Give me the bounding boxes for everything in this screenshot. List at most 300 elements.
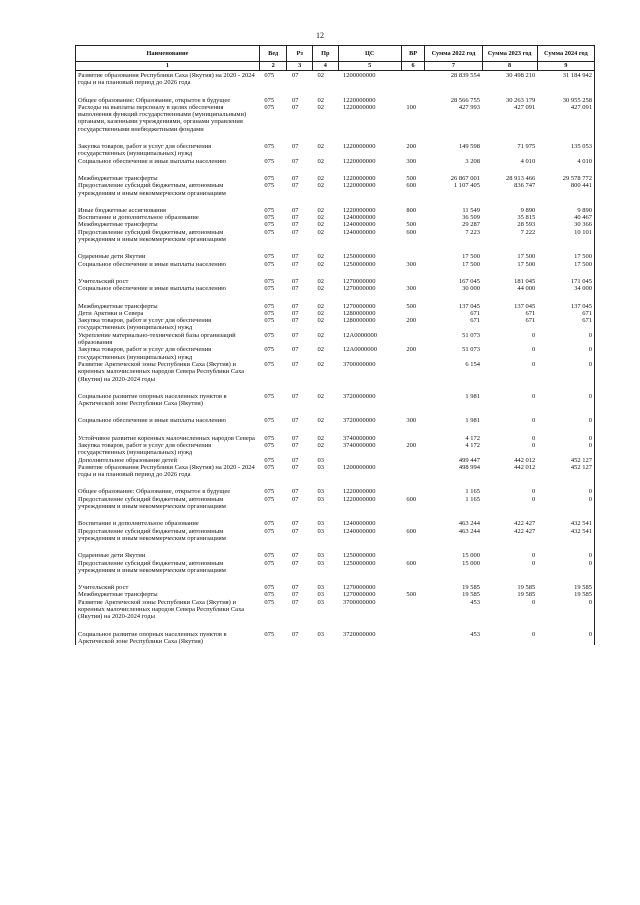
column-number: 9 bbox=[537, 62, 594, 71]
row-sum-2023: 442 012 bbox=[514, 463, 536, 471]
row-rz: 07 bbox=[291, 591, 299, 599]
row-cs: 3720000000 bbox=[343, 392, 376, 400]
row-pr: 03 bbox=[317, 559, 324, 567]
row-name: Развитие Арктической зоны Республики Саха (Якутия) и коренных малочисленных народов Севера Республики Саха (Якутия) на 2020-2024 годы bbox=[76, 361, 260, 383]
row-sum-2023: 17 500 bbox=[517, 253, 536, 261]
row-ved: 075 bbox=[264, 630, 275, 638]
row-sum-2022: 4 172 bbox=[465, 441, 481, 449]
row-cs: 1240000000 bbox=[343, 221, 376, 229]
row-sum-2024: 452 127 bbox=[537, 464, 594, 479]
row-cs: 12А0000000 bbox=[343, 346, 377, 354]
row-pr: 02 bbox=[317, 182, 324, 190]
row-sum-2022: 17 500 bbox=[462, 253, 481, 261]
row-pr: 02 bbox=[317, 157, 324, 165]
row-sum-2022: 453 bbox=[470, 598, 481, 606]
row-ved: 075 bbox=[264, 182, 275, 190]
row-rz: 07 bbox=[291, 285, 299, 293]
table-row bbox=[76, 457, 595, 464]
row-sum-2023: 0 bbox=[531, 392, 536, 400]
row-ved: 075 bbox=[264, 277, 275, 285]
row-sum-2023: 0 bbox=[531, 441, 536, 449]
column-number: 2 bbox=[259, 62, 287, 71]
row-ved: 075 bbox=[264, 552, 275, 560]
row-vr bbox=[401, 510, 424, 527]
row-sum-2023: 4 010 bbox=[520, 157, 536, 165]
row-cs: 1220000000 bbox=[343, 206, 376, 214]
row-name: Социальное обеспечение и иные выплаты населению bbox=[76, 285, 260, 292]
row-vr: 300 bbox=[406, 417, 417, 425]
row-sum-2022: 1 165 bbox=[465, 495, 481, 503]
row-sum-2024: 0 bbox=[537, 542, 594, 559]
row-vr bbox=[401, 542, 424, 559]
row-pr: 02 bbox=[317, 346, 324, 354]
table-row bbox=[76, 158, 595, 165]
row-name: Социальное развитие опорных населенных пунктов в Арктической зоне Республики Саха (Якутия) bbox=[76, 383, 260, 408]
row-pr: 02 bbox=[317, 417, 324, 425]
row-name: Социальное обеспечение и иные выплаты населению bbox=[76, 261, 260, 268]
row-rz: 07 bbox=[291, 527, 299, 535]
row-pr: 02 bbox=[317, 174, 324, 182]
row-rz: 07 bbox=[291, 584, 299, 592]
row-sum-2024: 30 955 258 bbox=[537, 87, 594, 104]
row-sum-2022: 7 223 bbox=[465, 228, 481, 236]
row-cs: 1270000000 bbox=[343, 277, 376, 285]
row-name: Предоставление субсидий бюджетным, автономным учреждениям и иным некоммерческим организациям bbox=[76, 528, 260, 543]
row-vr: 300 bbox=[406, 285, 417, 293]
row-ved: 075 bbox=[264, 285, 275, 293]
table-row bbox=[76, 293, 595, 310]
row-sum-2022: 15 000 bbox=[462, 559, 481, 567]
row-pr: 02 bbox=[317, 221, 324, 229]
row-ved: 075 bbox=[264, 584, 275, 592]
row-sum-2023: 7 222 bbox=[520, 228, 536, 236]
column-number: 1 bbox=[76, 62, 260, 71]
row-sum-2023: 19 585 bbox=[517, 591, 536, 599]
row-sum-2022: 29 287 bbox=[462, 221, 481, 229]
row-cs: 1250000000 bbox=[343, 559, 376, 567]
row-cs: 1220000000 bbox=[343, 157, 376, 165]
row-ved: 075 bbox=[264, 302, 275, 310]
row-ved: 075 bbox=[264, 214, 275, 222]
row-rz: 07 bbox=[291, 214, 299, 222]
row-name: Общее образование: Образование, открытое в будущее bbox=[76, 478, 260, 495]
row-vr: 800 bbox=[406, 206, 417, 214]
row-cs: 1270000000 bbox=[343, 285, 376, 293]
row-sum-2023: 422 427 bbox=[514, 520, 536, 528]
row-rz: 07 bbox=[291, 360, 299, 368]
row-ved: 075 bbox=[264, 456, 275, 464]
row-rz: 07 bbox=[291, 143, 299, 151]
table-row bbox=[76, 317, 595, 332]
row-sum-2024: 0 bbox=[537, 496, 594, 511]
row-name: Расходы на выплаты персоналу в целях обеспечения выполнения функций государственными (муниципальными) органами, казенными учреждениями, органами управления государственными внебюджетными фондами bbox=[76, 104, 260, 133]
row-ved: 075 bbox=[264, 392, 275, 400]
row-rz: 07 bbox=[291, 206, 299, 214]
row-ved: 075 bbox=[264, 221, 275, 229]
row-rz: 07 bbox=[291, 441, 299, 449]
row-sum-2024: 40 467 bbox=[537, 214, 594, 221]
row-ved: 075 bbox=[264, 157, 275, 165]
row-sum-2022: 15 000 bbox=[462, 552, 481, 560]
row-sum-2022: 498 994 bbox=[458, 463, 481, 471]
row-sum-2024: 29 578 772 bbox=[537, 165, 594, 182]
row-pr: 03 bbox=[317, 463, 324, 471]
row-pr: 02 bbox=[317, 206, 324, 214]
row-sum-2023: 0 bbox=[531, 346, 536, 354]
row-pr: 03 bbox=[317, 527, 324, 535]
row-vr bbox=[401, 243, 424, 260]
row-vr bbox=[401, 71, 424, 87]
row-pr: 02 bbox=[317, 331, 324, 339]
row-sum-2023: 0 bbox=[531, 417, 536, 425]
table-row bbox=[76, 310, 595, 317]
table-row bbox=[76, 496, 595, 511]
column-header-cs: ЦС bbox=[338, 46, 401, 62]
row-sum-2023: 442 012 bbox=[514, 456, 536, 464]
table-row bbox=[76, 197, 595, 214]
row-ved: 075 bbox=[264, 103, 275, 111]
row-sum-2024: 17 500 bbox=[537, 261, 594, 268]
row-vr bbox=[401, 574, 424, 591]
row-ved: 075 bbox=[264, 331, 275, 339]
table-row bbox=[76, 182, 595, 197]
row-rz: 07 bbox=[291, 434, 299, 442]
row-sum-2022: 26 867 001 bbox=[450, 174, 481, 182]
row-cs: 1240000000 bbox=[343, 214, 376, 222]
row-vr: 200 bbox=[406, 441, 417, 449]
column-header-ved: Вед bbox=[259, 46, 287, 62]
row-sum-2022: 499 447 bbox=[458, 456, 481, 464]
row-cs: 1200000000 bbox=[343, 463, 376, 471]
row-sum-2022: 11 549 bbox=[462, 206, 481, 214]
row-cs: 3720000000 bbox=[343, 417, 376, 425]
row-sum-2023: 0 bbox=[531, 559, 536, 567]
row-vr bbox=[401, 621, 424, 646]
row-cs: 1220000000 bbox=[343, 488, 376, 496]
table-row bbox=[76, 133, 595, 158]
row-name: Воспитание и дополнительное образование bbox=[76, 214, 260, 221]
row-cs: 1220000000 bbox=[343, 174, 376, 182]
row-ved: 075 bbox=[264, 143, 275, 151]
row-ved: 075 bbox=[264, 463, 275, 471]
table-row bbox=[76, 560, 595, 575]
row-sum-2023: 0 bbox=[531, 434, 536, 442]
row-vr bbox=[401, 457, 424, 464]
row-ved: 075 bbox=[264, 591, 275, 599]
row-rz: 07 bbox=[291, 309, 299, 317]
row-sum-2024: 137 045 bbox=[537, 293, 594, 310]
row-ved: 075 bbox=[264, 253, 275, 261]
row-sum-2022: 671 bbox=[470, 317, 481, 325]
row-sum-2022: 19 585 bbox=[462, 591, 481, 599]
page-number: 12 bbox=[316, 31, 324, 40]
table-row bbox=[76, 229, 595, 244]
row-cs: 1240000000 bbox=[343, 228, 376, 236]
row-name: Учительский рост bbox=[76, 574, 260, 591]
budget-table bbox=[75, 45, 595, 645]
row-sum-2022: 30 000 bbox=[462, 285, 481, 293]
row-vr bbox=[401, 214, 424, 221]
column-number: 8 bbox=[482, 62, 537, 71]
row-sum-2022: 51 073 bbox=[462, 346, 481, 354]
row-sum-2023: 30 498 210 bbox=[505, 72, 536, 79]
row-pr: 02 bbox=[317, 392, 324, 400]
row-vr: 300 bbox=[406, 260, 417, 268]
table-row bbox=[76, 528, 595, 543]
row-ved: 075 bbox=[264, 417, 275, 425]
table-row bbox=[76, 332, 595, 347]
row-sum-2024: 0 bbox=[537, 407, 594, 424]
row-rz: 07 bbox=[291, 302, 299, 310]
row-sum-2024: 432 541 bbox=[537, 510, 594, 527]
row-ved: 075 bbox=[264, 309, 275, 317]
table-row bbox=[76, 621, 595, 646]
row-sum-2024: 9 890 bbox=[537, 197, 594, 214]
table-row bbox=[76, 71, 595, 87]
row-pr: 03 bbox=[317, 591, 324, 599]
row-sum-2023: 28 593 bbox=[517, 221, 536, 229]
row-pr: 02 bbox=[317, 317, 324, 325]
row-cs: 1270000000 bbox=[343, 302, 376, 310]
row-name: Межбюджетные трансферты bbox=[76, 165, 260, 182]
row-rz: 07 bbox=[291, 317, 299, 325]
row-sum-2022: 19 585 bbox=[462, 584, 481, 592]
row-name: Предоставление субсидий бюджетным, автономным учреждениям и иным некоммерческим организациям bbox=[76, 560, 260, 575]
row-sum-2024: 135 053 bbox=[537, 133, 594, 158]
row-sum-2023: 671 bbox=[525, 309, 536, 317]
row-pr: 02 bbox=[317, 214, 324, 222]
row-sum-2024: 0 bbox=[537, 560, 594, 575]
row-ved: 075 bbox=[264, 228, 275, 236]
row-vr: 600 bbox=[406, 559, 417, 567]
row-rz: 07 bbox=[291, 598, 299, 606]
table-row bbox=[76, 591, 595, 598]
row-sum-2024: 30 366 bbox=[537, 221, 594, 228]
row-vr: 300 bbox=[406, 157, 417, 165]
row-ved: 075 bbox=[264, 441, 275, 449]
row-sum-2022: 17 500 bbox=[462, 260, 481, 268]
table-row bbox=[76, 542, 595, 559]
row-sum-2023: 137 045 bbox=[514, 302, 536, 310]
row-rz: 07 bbox=[291, 552, 299, 560]
row-rz: 07 bbox=[291, 277, 299, 285]
row-name: Закупка товаров, работ и услуг для обеспечения государственных (муниципальных) нужд bbox=[76, 317, 260, 332]
row-name: Межбюджетные трансферты bbox=[76, 591, 260, 598]
row-cs: 1220000000 bbox=[343, 495, 376, 503]
row-ved: 075 bbox=[264, 527, 275, 535]
row-name: Предоставление субсидий бюджетным, автономным учреждениям и иным некоммерческим организациям bbox=[76, 229, 260, 244]
row-sum-2024: 171 045 bbox=[537, 268, 594, 285]
row-name: Укрепление материально-технической базы организаций образования bbox=[76, 332, 260, 347]
row-cs: 1240000000 bbox=[343, 527, 376, 535]
row-vr: 500 bbox=[406, 591, 417, 599]
row-cs: 3720000000 bbox=[343, 630, 376, 638]
row-vr bbox=[401, 599, 424, 621]
table-row bbox=[76, 599, 595, 621]
row-name: Развитие образования Республики Саха (Якутия) на 2020 - 2024 годы и на плановый период до 2026 года bbox=[76, 464, 260, 479]
row-sum-2024: 0 bbox=[537, 478, 594, 495]
row-rz: 07 bbox=[291, 228, 299, 236]
row-name: Социальное развитие опорных населенных пунктов в Арктической зоне Республики Саха (Якутия) bbox=[76, 621, 260, 646]
row-cs: 1280000000 bbox=[343, 309, 376, 317]
row-vr bbox=[401, 361, 424, 383]
row-pr: 03 bbox=[317, 598, 324, 606]
row-sum-2023: 0 bbox=[531, 495, 536, 503]
table-row bbox=[76, 268, 595, 285]
row-pr: 02 bbox=[317, 277, 324, 285]
column-header-name: Наименование bbox=[76, 46, 260, 62]
row-sum-2022: 6 154 bbox=[465, 360, 481, 368]
column-header-pr: Пр bbox=[313, 46, 339, 62]
column-number: 3 bbox=[287, 62, 313, 71]
table-row bbox=[76, 425, 595, 442]
row-sum-2022: 28 839 554 bbox=[450, 72, 481, 79]
column-number: 5 bbox=[338, 62, 401, 71]
row-vr: 600 bbox=[406, 228, 417, 236]
row-rz: 07 bbox=[291, 417, 299, 425]
table-row bbox=[76, 261, 595, 268]
row-sum-2024: 0 bbox=[537, 332, 594, 347]
table-row bbox=[76, 361, 595, 383]
row-sum-2023: 0 bbox=[531, 331, 536, 339]
row-sum-2024: 4 010 bbox=[537, 158, 594, 165]
row-cs: 1270000000 bbox=[343, 591, 376, 599]
row-cs: 3700000000 bbox=[343, 598, 376, 606]
table-row bbox=[76, 510, 595, 527]
table-row bbox=[76, 165, 595, 182]
column-header-rz: Рз bbox=[287, 46, 313, 62]
row-rz: 07 bbox=[291, 182, 299, 190]
row-name: Социальное обеспечение и иные выплаты населению bbox=[76, 407, 260, 424]
row-sum-2024: 427 091 bbox=[537, 104, 594, 133]
row-sum-2022: 28 566 755 bbox=[450, 96, 481, 104]
row-rz: 07 bbox=[291, 103, 299, 111]
row-sum-2024: 0 bbox=[537, 621, 594, 646]
row-rz: 07 bbox=[291, 392, 299, 400]
row-sum-2022: 1 981 bbox=[465, 417, 481, 425]
row-vr: 500 bbox=[406, 221, 417, 229]
row-pr: 02 bbox=[317, 260, 324, 268]
row-vr bbox=[401, 268, 424, 285]
row-pr: 02 bbox=[317, 285, 324, 293]
row-ved: 075 bbox=[264, 520, 275, 528]
row-rz: 07 bbox=[291, 630, 299, 638]
row-sum-2023: 671 bbox=[525, 317, 536, 325]
row-cs: 12А0000000 bbox=[343, 331, 377, 339]
row-sum-2023: 28 913 466 bbox=[505, 174, 536, 182]
row-sum-2024: 432 541 bbox=[537, 528, 594, 543]
row-name: Предоставление субсидий бюджетным, автономным учреждениям и иным некоммерческим организациям bbox=[76, 182, 260, 197]
table-row bbox=[76, 87, 595, 104]
row-pr: 02 bbox=[317, 360, 324, 368]
row-ved: 075 bbox=[264, 495, 275, 503]
row-sum-2024: 17 500 bbox=[537, 243, 594, 260]
row-rz: 07 bbox=[291, 72, 299, 79]
table-row bbox=[76, 243, 595, 260]
row-cs: 1220000000 bbox=[343, 143, 376, 151]
row-cs: 1270000000 bbox=[343, 584, 376, 592]
row-sum-2024: 0 bbox=[537, 425, 594, 442]
column-number: 6 bbox=[401, 62, 424, 71]
row-rz: 07 bbox=[291, 174, 299, 182]
row-sum-2024: 671 bbox=[537, 310, 594, 317]
row-name: Учительский рост bbox=[76, 268, 260, 285]
row-name: Устойчивое развитие коренных малочисленных народов Севера bbox=[76, 425, 260, 442]
column-header-sum-2024: Сумма 2024 год bbox=[537, 46, 594, 62]
row-sum-2024: 0 bbox=[537, 346, 594, 361]
row-sum-2024: 0 bbox=[537, 361, 594, 383]
row-pr: 02 bbox=[317, 309, 324, 317]
table-row bbox=[76, 464, 595, 479]
row-sum-2023: 0 bbox=[531, 598, 536, 606]
table-row bbox=[76, 478, 595, 495]
row-rz: 07 bbox=[291, 260, 299, 268]
row-sum-2023: 71 975 bbox=[517, 143, 536, 151]
row-sum-2024: 19 585 bbox=[537, 574, 594, 591]
row-vr bbox=[401, 425, 424, 442]
row-name: Закупка товаров, работ и услуг для обеспечения государственных (муниципальных) нужд bbox=[76, 442, 260, 457]
row-sum-2023: 0 bbox=[531, 552, 536, 560]
row-sum-2024: 31 184 942 bbox=[537, 71, 594, 87]
row-sum-2022: 671 bbox=[470, 309, 481, 317]
row-name: Дополнительное образование детей bbox=[76, 457, 260, 464]
row-ved: 075 bbox=[264, 360, 275, 368]
row-name: Межбюджетные трансферты bbox=[76, 293, 260, 310]
row-ved: 075 bbox=[264, 72, 275, 79]
table-row bbox=[76, 214, 595, 221]
row-vr bbox=[401, 464, 424, 479]
row-sum-2022: 1 981 bbox=[465, 392, 481, 400]
row-sum-2023: 9 890 bbox=[520, 206, 536, 214]
table-row bbox=[76, 442, 595, 457]
row-sum-2022: 3 208 bbox=[465, 157, 481, 165]
table-row bbox=[76, 574, 595, 591]
row-rz: 07 bbox=[291, 96, 299, 104]
row-sum-2023: 0 bbox=[531, 488, 536, 496]
row-name: Предоставление субсидий бюджетным, автономным учреждениям и иным некоммерческим организациям bbox=[76, 496, 260, 511]
column-header-sum-2022: Сумма 2022 год bbox=[425, 46, 482, 62]
row-pr: 03 bbox=[317, 520, 324, 528]
row-sum-2023: 0 bbox=[531, 630, 536, 638]
row-vr bbox=[401, 87, 424, 104]
row-cs: 3700000000 bbox=[343, 360, 376, 368]
row-vr: 200 bbox=[406, 317, 417, 325]
table-row bbox=[76, 221, 595, 228]
table-row bbox=[76, 104, 595, 133]
column-number: 4 bbox=[313, 62, 339, 71]
row-sum-2023: 427 091 bbox=[514, 103, 536, 111]
row-pr: 02 bbox=[317, 228, 324, 236]
row-rz: 07 bbox=[291, 346, 299, 354]
column-header-sum-2023: Сумма 2023 год bbox=[482, 46, 537, 62]
row-sum-2023: 19 585 bbox=[517, 584, 536, 592]
row-sum-2023: 181 045 bbox=[514, 277, 536, 285]
row-pr: 03 bbox=[317, 630, 324, 638]
row-pr: 03 bbox=[317, 495, 324, 503]
row-vr: 500 bbox=[406, 174, 417, 182]
row-cs: 1220000000 bbox=[343, 96, 376, 104]
row-cs: 3740000000 bbox=[343, 434, 376, 442]
table-body bbox=[76, 71, 595, 646]
row-ved: 075 bbox=[264, 206, 275, 214]
row-name: Одаренные дети Якутии bbox=[76, 542, 260, 559]
row-vr bbox=[401, 383, 424, 408]
table-row bbox=[76, 285, 595, 292]
row-sum-2023: 422 427 bbox=[514, 527, 536, 535]
row-vr: 100 bbox=[406, 103, 417, 111]
row-sum-2022: 149 598 bbox=[458, 143, 481, 151]
table-row bbox=[76, 407, 595, 424]
